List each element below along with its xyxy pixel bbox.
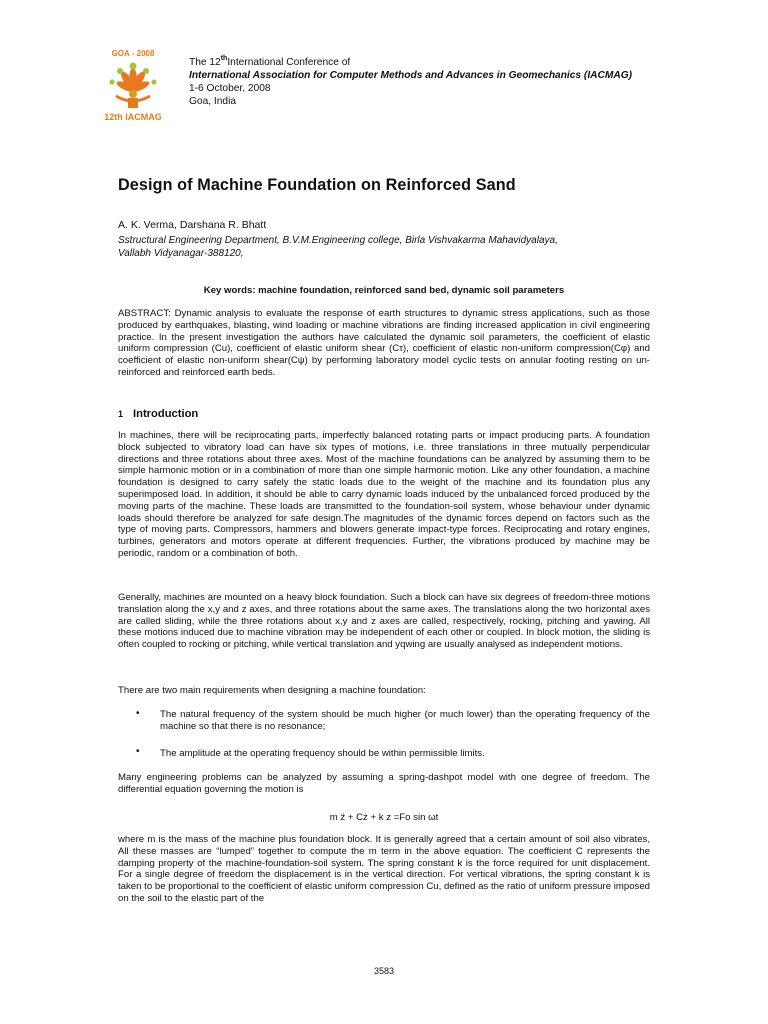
- section-number: 1: [118, 409, 124, 419]
- intro-paragraph-5: where m is the mass of the machine plus foundation block. It is generally agreed that a certain amount of soil also vibrates, All these masses are “lumped” together to compute the m term in the above equation. The coefficient C represents the damping property of the machine-foundation-soil system. The spring constant k is the force required for unit displacement. For a single degree of freedom the displacement is in the vertical direction. For vertical vibrations, the spring constant k is taken to be proportional to the coefficient of elastic uniform compression Cu, defined as the ratio of uniform pressure imposed on the soil to the elastic part of the: [118, 834, 650, 904]
- conference-line: The 12thInternational Conference of: [189, 55, 351, 68]
- keywords: Key words: machine foundation, reinforced sand bed, dynamic soil parameters: [203, 285, 565, 296]
- bullet-item-2: The amplitude at the operating frequency should be within permissible limits.: [160, 748, 485, 759]
- abstract: ABSTRACT: Dynamic analysis to evaluate the response of earth structures to dynamic stress applications, such as those produced by earthquakes, blasting, wind loading or machine vibrations are finding increased application in civil engineering practice. In the present investigation the authors have calculated the dynamic soil parameters, the coefficient of elastic uniform compression (Cu), coefficient of elastic uniform shear (Cτ), coefficient of elastic non-uniform compression(Cφ) and coefficient of elastic non-uniform shear(Cψ) by performing laboratory model cyclic tests on annular footing resting on un-reinforced and reinforced earth beds.: [118, 308, 650, 378]
- section-heading: [118, 408, 198, 420]
- conference-organization: International Association for Computer Methods and Advances in Geomechanics (IACMAG): [189, 70, 633, 81]
- intro-paragraph-2: Generally, machines are mounted on a heavy block foundation. Such a block can have six degrees of freedom-three motions translation along the x,y and z axes, and three rotations about the same axes. The translations along the two horizontal axes are called sliding, while the three rotations about x,y and z axes are called, respectively, rocking, pitching and yawing. All these motions induced due to machine vibration may be independent of each other or coupled. In block motion, the sliding is often coupled to rocking or pitching, while vertical translation and yqwing are usually analysed as independent motions.: [118, 592, 650, 651]
- intro-paragraph-3: There are two main requirements when designing a machine foundation:: [118, 685, 426, 696]
- conference-dates: 1-6 October, 2008: [189, 83, 271, 94]
- intro-paragraph-1: In machines, there will be reciprocating parts, imperfectly balanced rotating parts or impact producing parts. A foundation block subjected to vibratory load can have six types of motions, i.e. three translations in three mutually perpendicular directions and three rotations about three axes. Most of the machine foundations can be analyzed by assuming them to be simple harmonic motion or in a combination of more than one simple harmonic motion. Like any other foundation, a machine foundation is designed to carry safely the static loads due to the weight of the machine and its foundation plus any superimposed load. In addition, it should be able to carry dynamic loads induced by the unbalanced forced produced by the moving parts of the machine. These loads are transmitted to the foundation-soil system, whose behaviour under dynamic loads should therefore be analyzed for safe design.The magnitudes of the dynamic forces depend on factors such as the type of moving parts. Compressors, hammers and blowers generate impact-type forces. Reciprocating and rotary engines, turbines, generators and motors operate at different frequencies. Further, the vibrations produced by machine may be periodic, random or a combination of both.: [118, 430, 650, 559]
- conference-logo: [100, 44, 166, 124]
- bullet-item-1: The natural frequency of the system should be much higher (or much lower) than the operating frequency of the machine so that there is no resonance;: [160, 709, 650, 732]
- svg-text:12th IACMAG: 12th IACMAG: [104, 112, 162, 122]
- affiliation-line: Vallabh Vidyanagar-388120,: [118, 247, 244, 259]
- bullet-icon: •: [136, 746, 140, 757]
- authors: A. K. Verma, Darshana R. Bhatt: [118, 219, 267, 231]
- motion-equation: m z̈ + Cż + k z =Fo sin ωt: [329, 812, 439, 823]
- conference-place: Goa, India: [189, 96, 237, 107]
- paper-title: Design of Machine Foundation on Reinforced Sand: [118, 176, 516, 194]
- conference-header: [189, 56, 632, 108]
- affiliation: [118, 235, 558, 260]
- intro-paragraph-4: Many engineering problems can be analyzed by assuming a spring-dashpot model with one degree of freedom. The differential equation governing the motion is: [118, 772, 650, 795]
- section-title: Introduction: [133, 408, 199, 420]
- bullet-icon: •: [136, 708, 140, 719]
- affiliation-line: Sstructural Engineering Department, B.V.M.Engineering college, Birla Vishvakarma Mahavidyalaya,: [118, 235, 558, 246]
- svg-text:GOA - 2008: GOA - 2008: [111, 49, 155, 58]
- page-number: 3583: [373, 966, 395, 976]
